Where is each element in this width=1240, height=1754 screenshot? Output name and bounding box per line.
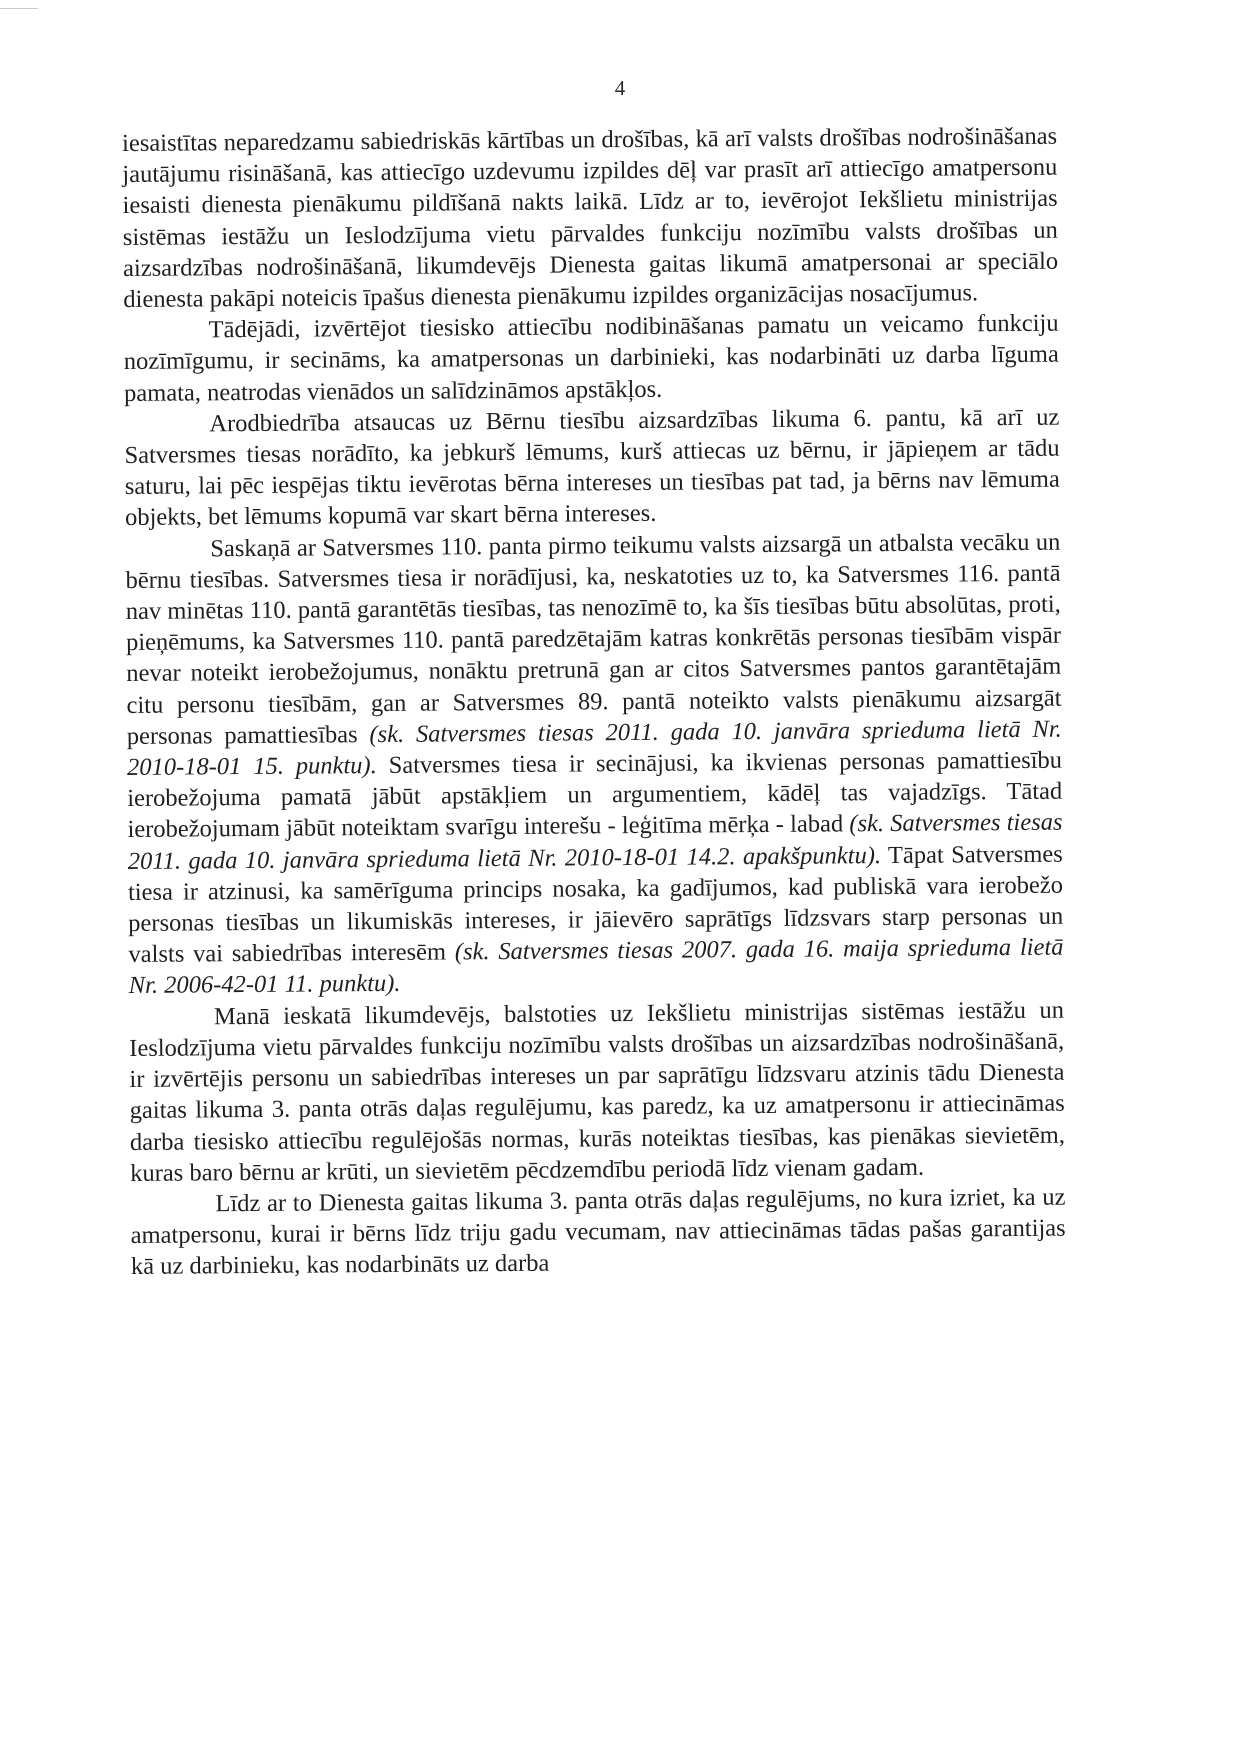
scan-edge-mark [0,8,38,9]
text-run: Arodbiedrība atsaucas uz Bērnu tiesību aizsardzības likuma 6. pantu, kā arī uz Satversmes tiesas norādīto, ka jebkurš lēmums, kurš attiecas uz bērnu, ir jāpieņem ar tādu saturu, lai pēc iespējas tiktu ievērotas bērna intereses un tiesības pat tad, ja bērns nav lēmuma objekts, bet lēmums kopumā var skart bērna intereses. [124,403,1060,532]
paragraph [129,994,1065,1189]
text-run: iesaistītas neparedzamu sabiedriskās kārtības un drošības, kā arī valsts drošības nodrošināšanas jautājumu risināšanā, kas attiecīgo uzdevumu izpildes dēļ var prasīt arī attiecīgo amatpersonu iesaisti dienesta pienākumu pildīšanā nakts laikā. Līdz ar to, ievērojot Iekšlietu ministrijas sistēmas iestāžu un Ieslodzījuma vietu pārvaldes funkciju nozīmību valsts drošības un aizsardzības nodrošināšanā, likumdevējs Dienesta gaitas likumā amatpersonai ar speciālo dienesta pakāpi noteicis īpašus dienesta pienākumu izpildes organizācijas nosacījumus. [122,122,1059,314]
text-run: Tāpat Satversmes tiesa ir atzinusi, ka samērīguma princips nosaka, ka gadījumos, kad publiskā vara ierobežo personas tiesības un likumiskās intereses, ir jāievēro saprātīgs līdzsvars starp personas un valsts vai sabiedrības interesēm [127,840,1064,969]
page-number: 4 [614,76,626,100]
text-run: Satversmes tiesa ir secinājusi, ka ikvienas personas pamattiesību ierobežojuma pamatā jābūt apstākļiem un argumentiem, kādēļ tas vajadzīgs. Tātad ierobežojumam jābūt noteiktam svarīgu interešu - leģitīma mērķa - labad [127,746,1063,844]
text-run: Tādējādi, izvērtējot tiesisko attiecību nodibināšanas pamatu un veicamo funkciju nozīmīgumu, ir secināms, ka amatpersonas un darbinieki, kas nodarbināti uz darba līguma pamata, neatrodas vienādos un salīdzināmos apstākļos. [123,309,1059,407]
body-text [122,121,1066,1283]
paragraph-continuation [122,121,1058,316]
case-citation: (sk. Satversmes tiesas 2011. gada 10. janvāra sprieduma lietā Nr. 2010-18-01 15. punktu). [126,715,1062,782]
paragraph [124,401,1060,533]
text-run: Manā ieskatā likumdevējs, balstoties uz Iekšlietu ministrijas sistēmas iestāžu un Ieslodzījuma vietu pārvaldes funkciju nozīmību valsts drošības un aizsardzības nodrošināšanā, ir izvērtējis personu un sabiedrības intereses un par saprātīgu līdzsvaru atzinis tādu Dienesta gaitas likuma 3. panta otrās daļas regulējumu, kas paredz, ka uz amatpersonu ir attiecināmas darba tiesisko attiecību regulējošās normas, kurās noteiktas tiesības, kas pienākas sievietēm, kuras baro bērnu ar krūti, un sievietēm pēcdzemdību periodā līdz vienam gadam. [129,996,1066,1187]
paragraph [130,1182,1066,1283]
paragraph [123,308,1059,409]
text-run: Saskaņā ar Satversmes 110. panta pirmo teikumu valsts aizsargā un atbalsta vecāku un bērnu tiesības. Satversmes tiesa ir norādījusi, ka, neskatoties uz to, ka Satversmes 116. pantā nav minētas 110. pantā garantētās tiesības, tas nenozīmē to, ka šīs tiesības būtu absolūtas, proti, pieņēmums, ka Satversmes 110. pantā paredzētajām katras konkrētās personas tiesībām vispār nevar noteikt ierobežojumus, nonāktu pretrunā gan ar citos Satversmes pantos garantētajām citu personu tiesībām, gan ar Satversmes 89. pantā noteikto valsts pienākumu aizsargāt personas pamattiesības [125,528,1062,750]
paragraph [125,526,1064,1001]
text-run: Līdz ar to Dienesta gaitas likuma 3. panta otrās daļas regulējums, no kura izriet, ka uz amatpersonu, kurai ir bērns līdz triju gadu vecumam, nav attiecināmas tādas pašas garantijas kā uz darbinieku, kas nodarbināts uz darba [130,1183,1066,1281]
case-citation: (sk. Satversmes tiesas 2011. gada 10. janvāra sprieduma lietā Nr. 2010-18-01 14.2. apakšpunktu). [127,809,1063,875]
case-citation: (sk. Satversmes tiesas 2007. gada 16. maija sprieduma lietā Nr. 2006-42-01 11. punktu). [128,933,1064,1000]
